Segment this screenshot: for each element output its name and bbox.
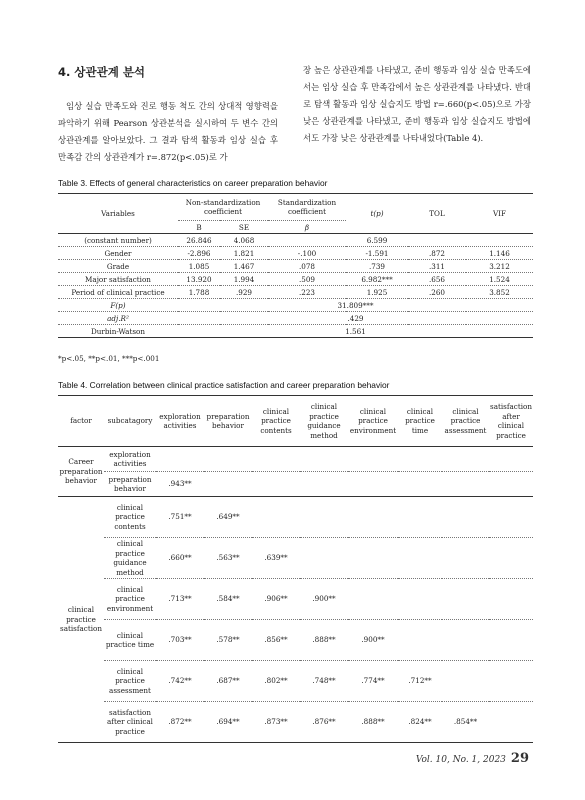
t3-cell-t: 1.925 bbox=[346, 286, 408, 299]
t3-cell-b: 1.788 bbox=[178, 286, 220, 299]
t4-cell bbox=[300, 447, 348, 472]
t4-cell: .713** bbox=[156, 579, 204, 620]
t3-head-nonstd: Non-standardization coefficient bbox=[178, 194, 268, 221]
t3-cell-t: 6.599 bbox=[346, 234, 408, 247]
left-column bbox=[58, 88, 278, 166]
t4-subcategory: clinical practice assessment bbox=[104, 661, 156, 702]
t4-row bbox=[58, 579, 533, 620]
t3-cell-tol: .260 bbox=[408, 286, 466, 299]
section-title: 4. 상관관계 분석 bbox=[58, 65, 146, 79]
t4-cell: .943** bbox=[156, 472, 204, 497]
t3-cell-var: (constant number) bbox=[58, 234, 178, 247]
t3-cell-vif: 3.852 bbox=[466, 286, 533, 299]
t3-cell-var: Major satisfaction bbox=[58, 273, 178, 286]
t3-summary-row bbox=[58, 325, 533, 338]
t3-cell-se: 1.994 bbox=[220, 273, 268, 286]
t4-cell: .876** bbox=[300, 702, 348, 743]
t4-cell: .712** bbox=[398, 661, 442, 702]
t3-row bbox=[58, 234, 533, 247]
t3-cell-b: 1.085 bbox=[178, 260, 220, 273]
t3-cell-se: 1.467 bbox=[220, 260, 268, 273]
t3-cell-t: -1.591 bbox=[346, 247, 408, 260]
t3-head-t: t(p) bbox=[346, 194, 408, 234]
t4-cell bbox=[348, 579, 398, 620]
table3-caption: Table 3. Effects of general characteristics on career preparation behavior bbox=[58, 178, 328, 188]
t4-cell: .748** bbox=[300, 661, 348, 702]
t4-cell bbox=[348, 447, 398, 472]
t4-row bbox=[58, 497, 533, 538]
t4-cell bbox=[156, 447, 204, 472]
t4-cell: .856** bbox=[252, 620, 300, 661]
t3-cell-beta: -.100 bbox=[268, 247, 346, 260]
t3-cell-tol: .872 bbox=[408, 247, 466, 260]
t3-summary-row bbox=[58, 312, 533, 325]
t4-cell bbox=[489, 702, 533, 743]
t3-head-variables: Variables bbox=[58, 194, 178, 234]
t3-summary-value: .429 bbox=[178, 312, 533, 325]
t4-cell bbox=[489, 620, 533, 661]
t4-cell bbox=[204, 447, 252, 472]
t4-cell: .888** bbox=[300, 620, 348, 661]
t4-cell: .703** bbox=[156, 620, 204, 661]
t3-cell-b: 26.846 bbox=[178, 234, 220, 247]
t4-cell: .578** bbox=[204, 620, 252, 661]
t4-cell: .888** bbox=[348, 702, 398, 743]
t4-cell bbox=[398, 620, 442, 661]
t4-cell bbox=[442, 579, 489, 620]
t4-subcategory: clinical practice contents bbox=[104, 497, 156, 538]
t4-subcategory: clinical practice time bbox=[104, 620, 156, 661]
t4-cell bbox=[442, 538, 489, 579]
t4-cell: .900** bbox=[300, 579, 348, 620]
t4-subcategory: preparation behavior bbox=[104, 472, 156, 497]
t3-cell-beta: .078 bbox=[268, 260, 346, 273]
t4-cell bbox=[300, 497, 348, 538]
t3-head-se: SE bbox=[220, 221, 268, 234]
t4-row bbox=[58, 702, 533, 743]
t4-row bbox=[58, 447, 533, 472]
t4-cell bbox=[442, 472, 489, 497]
left-paragraph: 임상 실습 만족도와 진로 행동 척도 간의 상대적 영향력을 파악하기 위해 Pearson 상관분석을 실시하여 두 변수 간의 상관관계를 알아보았다. 그 결과 탐색 활동과 임상 실습 후 만족감 간의 상관관계가 r=.872(p<.05)로 가 bbox=[58, 101, 278, 162]
t4-cell bbox=[348, 538, 398, 579]
t4-cell bbox=[489, 579, 533, 620]
t4-cell bbox=[398, 472, 442, 497]
t4-cell bbox=[489, 538, 533, 579]
t4-cell: .774** bbox=[348, 661, 398, 702]
right-paragraph: 장 높은 상관관계를 나타냈고, 준비 행동과 임상 실습 만족도에서는 임상 실습 후 만족감에서 높은 상관관계를 나타냈다. 반대로 탐색 활동과 임상 실습지도 방법 r=.660(p<.05)으로 가장 낮은 상관관계를 나타냈고, 준비 행동과 임상 실습지도 방법에서도 가장 낮은 상관관계를 나타내었다(Table 4). bbox=[303, 65, 531, 143]
t3-cell-vif: 1.524 bbox=[466, 273, 533, 286]
t4-cell bbox=[442, 661, 489, 702]
t4-cell: .824** bbox=[398, 702, 442, 743]
t4-row bbox=[58, 620, 533, 661]
journal-issue: Vol. 10, No. 1, 2023 bbox=[415, 755, 506, 765]
t4-cell bbox=[442, 447, 489, 472]
t4-head-0: factor bbox=[58, 396, 104, 447]
t4-cell bbox=[252, 447, 300, 472]
t4-cell bbox=[489, 472, 533, 497]
t3-row bbox=[58, 260, 533, 273]
t3-summary-value: 31.809*** bbox=[178, 299, 533, 312]
t3-cell-t: .739 bbox=[346, 260, 408, 273]
t4-cell bbox=[348, 472, 398, 497]
t4-cell: .854** bbox=[442, 702, 489, 743]
t3-head-std: Standardization coefficient bbox=[268, 194, 346, 221]
t4-cell bbox=[300, 472, 348, 497]
t3-cell-vif: 3.212 bbox=[466, 260, 533, 273]
t4-subcategory: satisfaction after clinical practice bbox=[104, 702, 156, 743]
right-column bbox=[303, 62, 531, 147]
t4-factor-career: Career preparation behavior bbox=[58, 447, 104, 497]
t4-cell: .873** bbox=[252, 702, 300, 743]
t3-row bbox=[58, 247, 533, 260]
t3-cell-se: .929 bbox=[220, 286, 268, 299]
t3-cell-beta: .509 bbox=[268, 273, 346, 286]
page-footer bbox=[416, 751, 529, 766]
t3-cell-vif: 1.146 bbox=[466, 247, 533, 260]
t4-cell bbox=[398, 497, 442, 538]
t4-cell: .660** bbox=[156, 538, 204, 579]
t4-head-4: clinical practice contents bbox=[252, 396, 300, 447]
t4-head-3: preparation behavior bbox=[204, 396, 252, 447]
t3-summary-label: adj.R² bbox=[58, 312, 178, 325]
t4-cell bbox=[442, 620, 489, 661]
t4-head-5: clinical practice guidance method bbox=[300, 396, 348, 447]
table4-caption: Table 4. Correlation between clinical practice satisfaction and career preparation behavior bbox=[58, 380, 390, 390]
t4-cell: .584** bbox=[204, 579, 252, 620]
table3 bbox=[58, 193, 533, 338]
table4 bbox=[58, 395, 533, 743]
t3-cell-vif bbox=[466, 234, 533, 247]
t4-cell bbox=[348, 497, 398, 538]
t4-cell: .694** bbox=[204, 702, 252, 743]
t4-cell: .751** bbox=[156, 497, 204, 538]
t3-cell-var: Period of clinical practice bbox=[58, 286, 178, 299]
t4-cell bbox=[204, 472, 252, 497]
t4-cell: .639** bbox=[252, 538, 300, 579]
t3-summary-value: 1.561 bbox=[178, 325, 533, 338]
t3-summary-label: F(p) bbox=[58, 299, 178, 312]
t3-cell-t: 6.982*** bbox=[346, 273, 408, 286]
t3-head-tol: TOL bbox=[408, 194, 466, 234]
t3-cell-b: 13.920 bbox=[178, 273, 220, 286]
t3-cell-se: 4.068 bbox=[220, 234, 268, 247]
page-number: 29 bbox=[510, 751, 529, 766]
t4-cell: .687** bbox=[204, 661, 252, 702]
t4-cell bbox=[252, 472, 300, 497]
t3-cell-se: 1.821 bbox=[220, 247, 268, 260]
t4-cell: .906** bbox=[252, 579, 300, 620]
t4-cell bbox=[489, 497, 533, 538]
table3-note: *p<.05, **p<.01, ***p<.001 bbox=[58, 354, 160, 363]
t4-head-2: exploration activities bbox=[156, 396, 204, 447]
t4-cell bbox=[489, 661, 533, 702]
t4-cell bbox=[252, 497, 300, 538]
t4-subcategory: clinical practice environment bbox=[104, 579, 156, 620]
t4-head-6: clinical practice environment bbox=[348, 396, 398, 447]
t4-factor-clinical: clinical practice satisfaction bbox=[58, 497, 104, 743]
t3-row bbox=[58, 273, 533, 286]
t3-cell-b: -2.896 bbox=[178, 247, 220, 260]
t4-cell bbox=[489, 447, 533, 472]
t3-row bbox=[58, 286, 533, 299]
t4-head-1: subcatagory bbox=[104, 396, 156, 447]
t4-row bbox=[58, 538, 533, 579]
t3-cell-var: Grade bbox=[58, 260, 178, 273]
t3-head-b: B bbox=[178, 221, 220, 234]
t4-cell bbox=[398, 579, 442, 620]
t4-cell bbox=[442, 497, 489, 538]
t4-head-7: clinical practice time bbox=[398, 396, 442, 447]
t4-head-8: clinical practice assessment bbox=[442, 396, 489, 447]
t3-head-beta: β bbox=[268, 221, 346, 234]
t4-cell bbox=[300, 538, 348, 579]
t4-cell: .563** bbox=[204, 538, 252, 579]
t4-head-9: satisfaction after clinical practice bbox=[489, 396, 533, 447]
t3-cell-beta bbox=[268, 234, 346, 247]
t3-cell-tol bbox=[408, 234, 466, 247]
t3-cell-tol: .311 bbox=[408, 260, 466, 273]
t4-cell: .900** bbox=[348, 620, 398, 661]
t3-head-vif: VIF bbox=[466, 194, 533, 234]
t4-row bbox=[58, 661, 533, 702]
t4-cell: .742** bbox=[156, 661, 204, 702]
t3-cell-tol: .656 bbox=[408, 273, 466, 286]
t4-cell bbox=[398, 447, 442, 472]
t4-cell: .872** bbox=[156, 702, 204, 743]
t3-summary-row bbox=[58, 299, 533, 312]
t4-subcategory: clinical practice guidance method bbox=[104, 538, 156, 579]
t3-cell-var: Gender bbox=[58, 247, 178, 260]
t4-row bbox=[58, 472, 533, 497]
t3-cell-beta: .223 bbox=[268, 286, 346, 299]
t4-cell: .649** bbox=[204, 497, 252, 538]
t3-summary-label: Durbin-Watson bbox=[58, 325, 178, 338]
t4-cell bbox=[398, 538, 442, 579]
t4-subcategory: exploration activities bbox=[104, 447, 156, 472]
t4-cell: .802** bbox=[252, 661, 300, 702]
